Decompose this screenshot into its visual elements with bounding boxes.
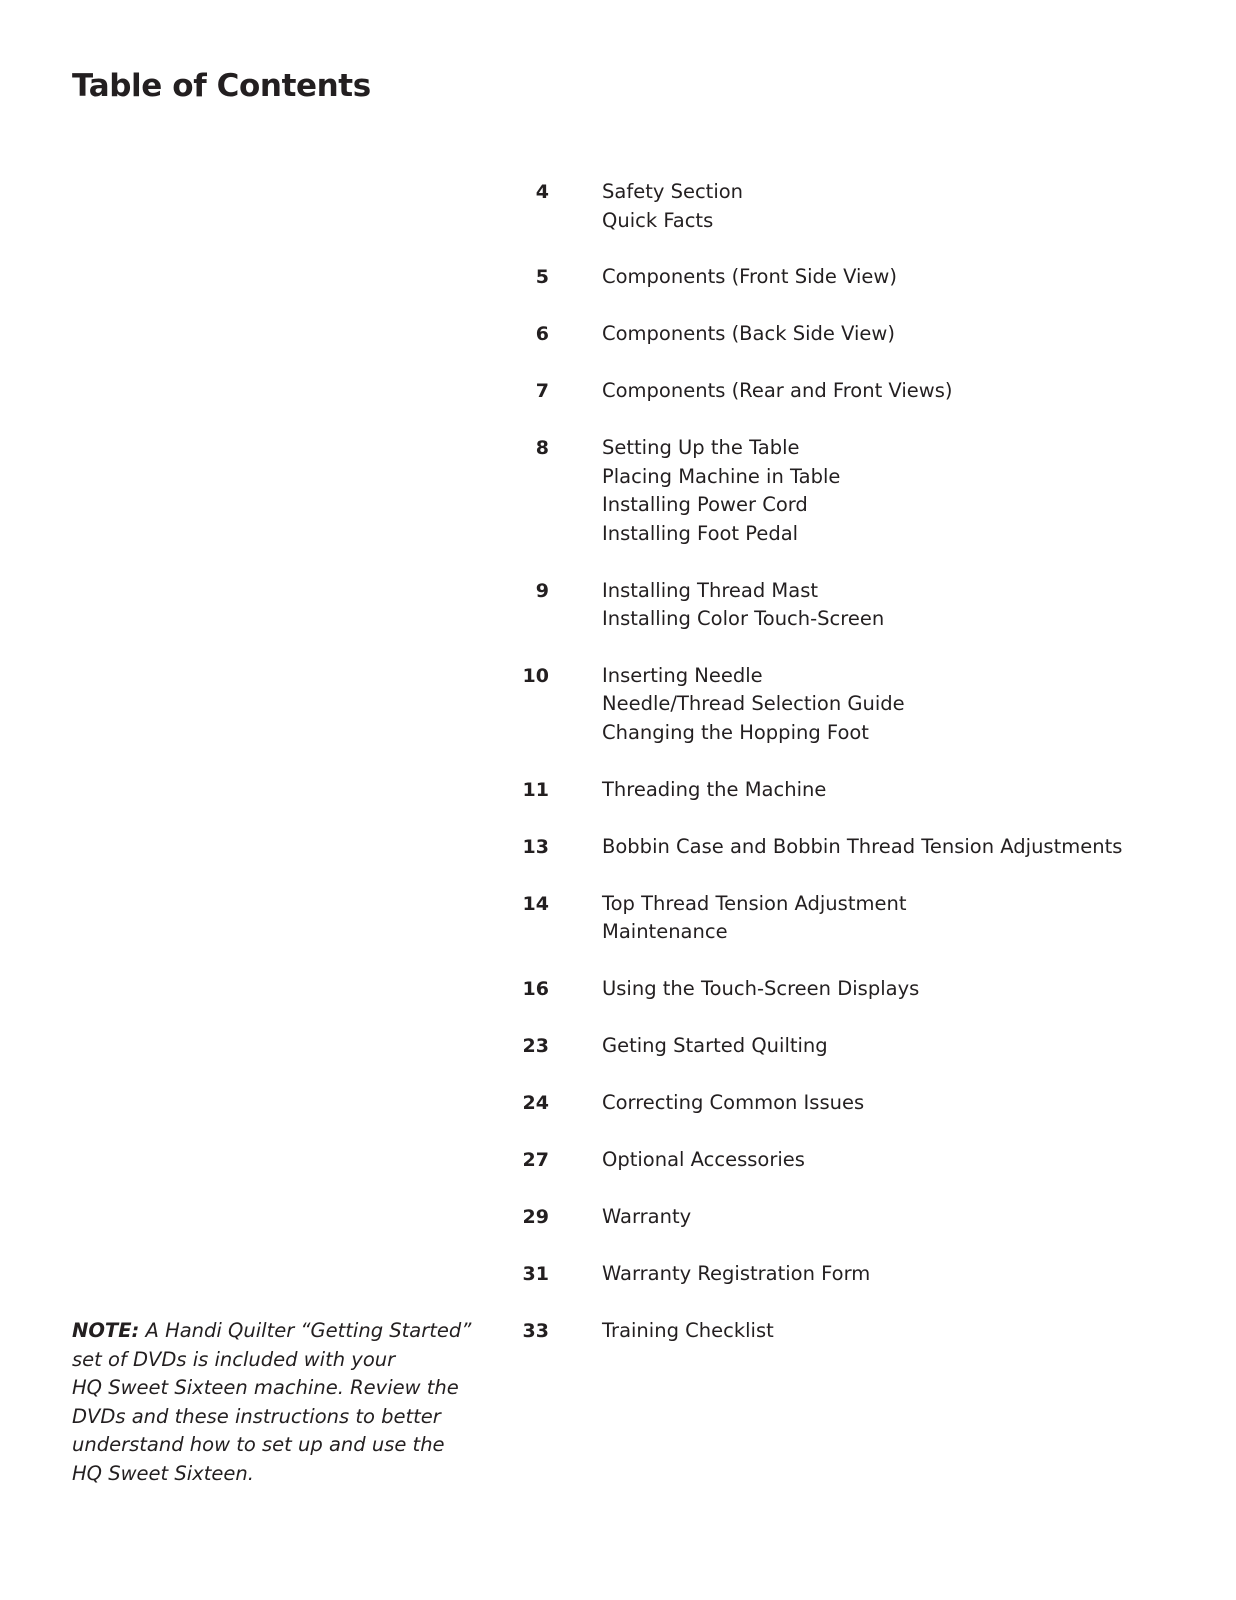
toc-titles: [602, 1032, 1200, 1061]
toc-section-title: Installing Power Cord: [602, 493, 808, 517]
toc-section-title: Quick Facts: [602, 208, 714, 232]
toc-page-number: 5: [535, 266, 549, 289]
toc-entry: [500, 178, 1200, 235]
toc-section-title: Optional Accessories: [602, 1147, 805, 1171]
toc-entry: [500, 1032, 1200, 1061]
toc-entry: [500, 776, 1200, 805]
toc-page-number: 16: [522, 977, 549, 1000]
toc-page-number: 14: [522, 892, 549, 915]
toc-entry: [500, 975, 1200, 1004]
note-label: NOTE:: [72, 1319, 140, 1342]
toc-titles: [602, 890, 1200, 947]
toc-section-title: Needle/Thread Selection Guide: [602, 692, 905, 716]
toc-entry: [500, 1146, 1200, 1175]
toc-section-title: Geting Started Quilting: [602, 1033, 828, 1057]
toc-page-number: 7: [535, 380, 549, 403]
toc-section-title: Inserting Needle: [602, 663, 763, 687]
note-line: set of DVDs is included with your: [72, 1347, 396, 1371]
toc-page-number: 13: [522, 835, 549, 858]
toc-section-title: Correcting Common Issues: [602, 1090, 865, 1114]
note-line: HQ Sweet Sixteen.: [72, 1461, 254, 1485]
toc-entry: [500, 662, 1200, 748]
note-line: understand how to set up and use the: [72, 1433, 445, 1457]
toc-entry: [500, 1089, 1200, 1118]
toc-section-title: Installing Color Touch-Screen: [602, 607, 885, 631]
toc-titles: [602, 975, 1200, 1004]
toc-page-number: 24: [522, 1091, 549, 1114]
toc-section-title: Components (Back Side View): [602, 322, 895, 346]
note-text: A Handi Quilter “Getting Started”: [139, 1319, 472, 1342]
toc-section-title: Threading the Machine: [602, 777, 827, 801]
toc-titles: [602, 1203, 1200, 1232]
toc-titles: [602, 263, 1200, 292]
toc-titles: [602, 434, 1200, 548]
toc-titles: [602, 776, 1200, 805]
toc-titles: [602, 833, 1200, 862]
toc-entry: [500, 263, 1200, 292]
toc-section-title: Placing Machine in Table: [602, 464, 841, 488]
toc-page-number: 29: [522, 1205, 549, 1228]
toc-titles: [602, 577, 1200, 634]
toc-entry: [500, 577, 1200, 634]
toc-entry: [500, 1317, 1200, 1346]
toc-titles: [602, 662, 1200, 748]
toc-section-title: Top Thread Tension Adjustment: [602, 891, 907, 915]
page-title: Table of Contents: [72, 68, 371, 104]
toc-entry: [500, 1203, 1200, 1232]
table-of-contents: [500, 178, 1200, 1374]
toc-entry: [500, 320, 1200, 349]
toc-section-title: Setting Up the Table: [602, 436, 800, 460]
toc-titles: [602, 1146, 1200, 1175]
note-first-line: [72, 1317, 472, 1346]
toc-page-number: 27: [522, 1148, 549, 1171]
toc-entry: [500, 833, 1200, 862]
toc-page-number: 23: [522, 1034, 549, 1057]
toc-titles: [602, 1260, 1200, 1289]
toc-section-title: Safety Section: [602, 180, 744, 203]
toc-page-number: 10: [522, 664, 549, 687]
toc-entry: [500, 377, 1200, 406]
toc-section-title: Installing Foot Pedal: [602, 521, 799, 545]
toc-section-title: Using the Touch-Screen Displays: [602, 976, 920, 1000]
toc-section-title: Maintenance: [602, 920, 728, 944]
toc-titles: [602, 320, 1200, 349]
toc-page-number: 11: [522, 778, 549, 801]
note-block: [72, 1317, 472, 1489]
toc-section-title: Warranty: [602, 1204, 692, 1228]
note-line: HQ Sweet Sixteen machine. Review the: [72, 1376, 459, 1400]
toc-page-number: 33: [522, 1319, 549, 1342]
toc-section-title: Components (Front Side View): [602, 265, 897, 289]
toc-titles: [602, 178, 1200, 235]
toc-section-title: Installing Thread Mast: [602, 578, 819, 602]
toc-entry: [500, 1260, 1200, 1289]
toc-page-number: 8: [535, 437, 549, 460]
toc-entry: [500, 890, 1200, 947]
toc-page-number: 31: [522, 1262, 549, 1285]
toc-titles: [602, 1317, 1200, 1346]
toc-titles: [602, 1089, 1200, 1118]
toc-entry: [500, 434, 1200, 548]
toc-section-title: Bobbin Case and Bobbin Thread Tension Adjustments: [602, 834, 1123, 858]
toc-titles: [602, 377, 1200, 406]
toc-section-title: Changing the Hopping Foot: [602, 720, 869, 744]
toc-section-title: Warranty Registration Form: [602, 1261, 871, 1285]
toc-section-title: Training Checklist: [602, 1318, 774, 1342]
toc-page-number: 6: [535, 323, 549, 346]
note-line: DVDs and these instructions to better: [72, 1404, 441, 1428]
toc-section-title: Components (Rear and Front Views): [602, 379, 953, 403]
toc-page-number: 4: [535, 181, 549, 203]
toc-page-number: 9: [535, 579, 549, 602]
